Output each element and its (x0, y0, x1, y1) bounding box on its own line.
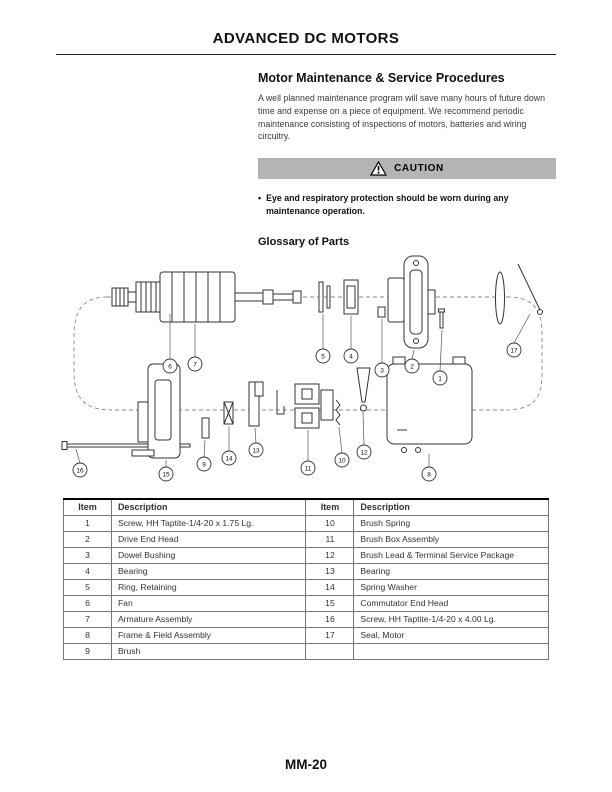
brush-lead-terminal-drawing (357, 368, 370, 411)
parts-table-header-row (64, 499, 549, 516)
description-cell: Commutator End Head (354, 595, 549, 611)
part-callout (357, 412, 371, 459)
table-row (64, 643, 549, 659)
part-callout (507, 314, 530, 357)
callout-number: 17 (510, 346, 518, 354)
warning-triangle-icon (370, 161, 387, 176)
item-number-cell: 11 (306, 531, 354, 547)
brush-spring-drawing (336, 400, 340, 425)
item-number-cell: 10 (306, 515, 354, 531)
glossary-title: Glossary of Parts (258, 235, 350, 248)
description-cell (354, 643, 549, 659)
callout-number: 2 (410, 362, 414, 370)
description-cell: Ring, Retaining (111, 579, 306, 595)
caution-banner (258, 158, 556, 179)
item-number-cell: 8 (64, 627, 112, 643)
item-number-cell: 2 (64, 531, 112, 547)
bullet-marker (258, 192, 261, 218)
item-number-cell: 15 (306, 595, 354, 611)
callout-number: 7 (193, 360, 197, 368)
part-callout (159, 460, 173, 481)
part-callout (422, 454, 436, 481)
table-row (64, 627, 549, 643)
item-number-cell: 4 (64, 563, 112, 579)
intro-paragraph: A well planned maintenance program will save many hours of future down time and expense on a piece of equipment. We recommend periodic maintenance consisting of inspections of motors, batteries and wiring circuitry. (258, 93, 546, 142)
callout-number: 12 (360, 448, 368, 456)
table-row (64, 515, 549, 531)
description-cell: Bearing (354, 563, 549, 579)
content-column (258, 71, 556, 248)
item-number-cell (306, 643, 354, 659)
callout-number: 16 (76, 466, 84, 474)
callout-number: 11 (304, 464, 312, 472)
column-header: Description (111, 499, 306, 516)
page-title: ADVANCED DC MOTORS (212, 30, 400, 47)
table-row (64, 547, 549, 563)
part-callout (375, 319, 389, 377)
table-row (64, 595, 549, 611)
description-cell: Brush Box Assembly (354, 531, 549, 547)
description-cell: Frame & Field Assembly (111, 627, 306, 643)
callout-number: 4 (349, 352, 353, 360)
diagram-area (52, 252, 612, 492)
part-callout (301, 430, 315, 475)
table-row (64, 611, 549, 627)
column-header: Description (354, 499, 549, 516)
item-number-cell: 14 (306, 579, 354, 595)
page-header (0, 0, 612, 47)
description-cell: Dowel Bushing (111, 547, 306, 563)
column-header: Item (64, 499, 112, 516)
frame-field-assembly-drawing (387, 357, 472, 453)
part-callout (197, 440, 211, 471)
drive-end-head-drawing (388, 256, 435, 348)
part-callout (222, 426, 236, 465)
part-callout (188, 324, 202, 371)
description-cell: Screw, HH Taptite-1/4-20 x 1.75 Lg. (111, 515, 306, 531)
item-number-cell: 3 (64, 547, 112, 563)
part-callout (316, 314, 330, 363)
section-title: Motor Maintenance & Service Procedures (258, 71, 505, 85)
callout-number: 13 (252, 446, 260, 454)
item-number-cell: 12 (306, 547, 354, 563)
bearing-drawing (344, 280, 358, 314)
caution-bullet-text: Eye and respiratory protection should be worn during any maintenance operation. (266, 193, 509, 216)
caution-label: CAUTION (394, 163, 444, 174)
callout-number: 6 (168, 362, 172, 370)
description-cell: Bearing (111, 563, 306, 579)
item-number-cell: 16 (306, 611, 354, 627)
part-callout (433, 330, 447, 385)
callout-number: 14 (225, 454, 233, 462)
description-cell: Armature Assembly (111, 611, 306, 627)
part-callout (405, 350, 419, 373)
parts-table-head (64, 499, 549, 516)
armature-assembly-drawing (112, 272, 301, 322)
callout-number: 15 (162, 470, 170, 478)
header-rule (56, 54, 556, 55)
description-cell: Spring Washer (354, 579, 549, 595)
callout-number: 5 (321, 352, 325, 360)
callout-number: 3 (380, 366, 384, 374)
part-callout (73, 449, 87, 477)
item-number-cell: 13 (306, 563, 354, 579)
description-cell: Brush Lead & Terminal Service Package (354, 547, 549, 563)
column-header: Item (306, 499, 354, 516)
table-row (64, 531, 549, 547)
part-callout (249, 428, 263, 457)
callout-number: 9 (202, 460, 206, 468)
exploded-parts-diagram (52, 252, 554, 487)
caution-bullet (258, 192, 556, 218)
dowel-bushing-drawing (378, 307, 385, 317)
item-number-cell: 5 (64, 579, 112, 595)
table-row (64, 579, 549, 595)
item-number-cell: 6 (64, 595, 112, 611)
callout-number: 10 (338, 456, 346, 464)
description-cell: Brush Spring (354, 515, 549, 531)
callout-number: 1 (438, 374, 442, 382)
description-cell: Seal, Motor (354, 627, 549, 643)
callout-number: 8 (427, 470, 431, 478)
brush-box-assembly-drawing (295, 384, 333, 428)
part-callout (335, 427, 349, 467)
motor-seal-drawing (496, 264, 543, 324)
parts-table (63, 498, 549, 660)
description-cell: Drive End Head (111, 531, 306, 547)
page-number: MM-20 (284, 757, 327, 772)
part-callout (344, 316, 358, 363)
table-row (64, 563, 549, 579)
parts-table-body (64, 515, 549, 659)
bearing-13-drawing (249, 382, 284, 426)
screw-1-drawing (439, 309, 445, 328)
description-cell: Brush (111, 643, 306, 659)
item-number-cell: 17 (306, 627, 354, 643)
spring-washer-drawing (224, 402, 233, 424)
part-callout (163, 314, 177, 373)
item-number-cell: 1 (64, 515, 112, 531)
description-cell: Screw, HH Taptite-1/4-20 x 4.00 Lg. (354, 611, 549, 627)
item-number-cell: 9 (64, 643, 112, 659)
description-cell: Fan (111, 595, 306, 611)
item-number-cell: 7 (64, 611, 112, 627)
brush-drawing (202, 418, 209, 438)
